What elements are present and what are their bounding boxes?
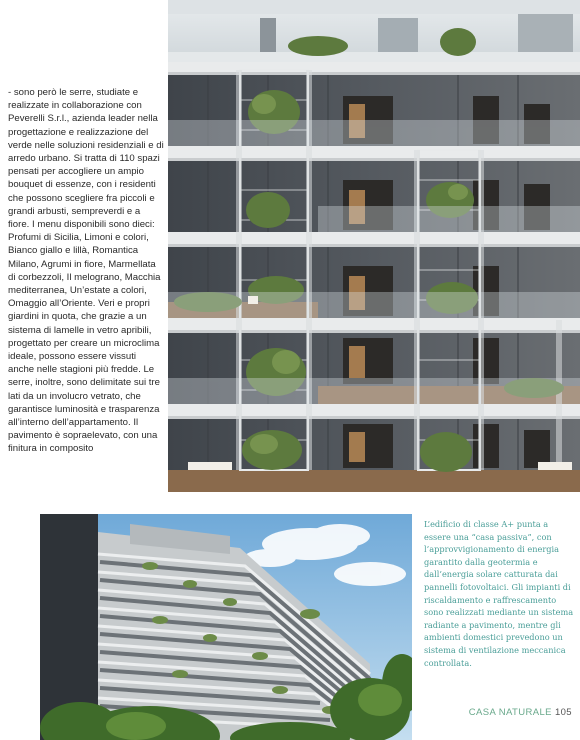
- facade-illustration: [168, 0, 580, 492]
- article-body-text: - sono però le serre, studiate e realizzate in collaborazione con Peverelli S.r.l., azienda leader nella progettazione e realizzazione del verde nelle soluzioni residenziali e di arredo urbano. Si tratta di 110 spazi pensati per accogliere un ampio bouquet di essenze, con i residenti che possono scegliere fra piccoli e grandi arbusti, sempreverdi e a fiore. I menu disponibili sono dieci: Profumi di Sicilia, Limoni e colori, Bianco giallo e lillà, Romantica Milano, Agrumi in fiore, Marmellata di corbezzoli, Il melograno, Macchia mediterranea, Un’estate a colori, Omaggio all’Oriente. Veri e propri giardini in quota, che grazie a un sistema di lamelle in vetro apribili, progettato per creare un microclima ideale, possono essere vissuti anche nelle stagioni più fredde. Le serre, inoltre, sono delimitate sui tre lati da un involucro vetrato, che garantisce luminosità e trasparenza all’interno dell’appartamento. Il pavimento è sopraelevato, con una finitura in composito: [8, 87, 164, 455]
- photo-caption: L’edificio di classe A+ punta a essere una “casa passiva”, con l’approvvigionamento di energia garantito dalla geotermia e dall’energia solare catturata dai pannelli fotovoltaici. Gli impianti di riscaldamento e raffrescamento sono realizzati mediante un sistema radiante a pavimento, mentre gli ambienti domestici prevedono un sistema di ventilazione meccanica controllata.: [424, 519, 574, 668]
- magazine-name: CASA NATURALE: [468, 707, 552, 718]
- page-number: 105: [554, 707, 572, 718]
- building-photo: [40, 514, 412, 740]
- page-footer: [458, 707, 572, 718]
